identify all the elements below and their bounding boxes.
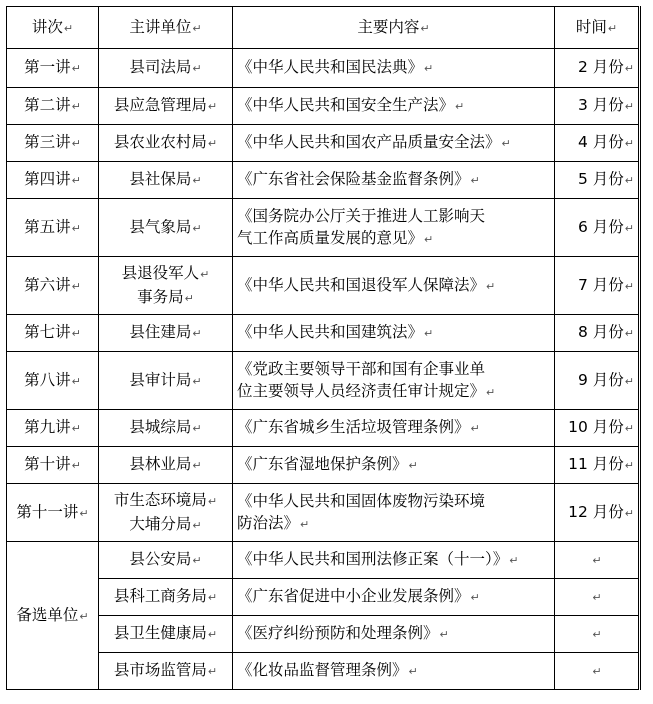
org-cell: 县科工商务局↵ (99, 579, 233, 616)
time-cell: 8 月份↵ (555, 315, 640, 352)
time-cell: 11 月份↵ (555, 447, 640, 484)
lecture-cell: 第六讲↵ (7, 257, 99, 315)
lecture-cell: 第五讲↵ (7, 199, 99, 257)
org-cell: 县社保局↵ (99, 162, 233, 199)
org-cell: 县气象局↵ (99, 199, 233, 257)
topic-cell: 《党政主要领导干部和国有企事业单 位主要领导人员经济责任审计规定》↵ (233, 352, 555, 410)
time-cell: 5 月份↵ (555, 162, 640, 199)
org-cell: 县司法局↵ (99, 49, 233, 88)
lecture-cell: 第二讲↵ (7, 88, 99, 125)
org-cell: 县应急管理局↵ (99, 88, 233, 125)
table-row (7, 162, 640, 199)
org-cell: 县林业局↵ (99, 447, 233, 484)
lecture-cell: 第一讲↵ (7, 49, 99, 88)
time-cell: 12 月份↵ (555, 484, 640, 542)
topic-cell: 《广东省社会保险基金监督条例》↵ (233, 162, 555, 199)
time-cell: 9 月份↵ (555, 352, 640, 410)
org-cell: 县住建局↵ (99, 315, 233, 352)
backup-row (7, 616, 640, 653)
time-cell: 4 月份↵ (555, 125, 640, 162)
org-cell: 县公安局↵ (99, 542, 233, 579)
time-cell: ↵ (555, 579, 640, 616)
lecture-cell: 第十讲↵ (7, 447, 99, 484)
table-row (7, 352, 640, 410)
lecture-cell: 第九讲↵ (7, 410, 99, 447)
table-row (7, 88, 640, 125)
table-row (7, 199, 640, 257)
topic-cell: 《化妆品监督管理条例》↵ (233, 653, 555, 690)
topic-cell: 《广东省城乡生活垃圾管理条例》↵ (233, 410, 555, 447)
header-row (7, 7, 640, 49)
backup-label-cell: 备选单位↵ (7, 542, 99, 690)
time-cell: ↵ (555, 653, 640, 690)
topic-cell: 《中华人民共和国退役军人保障法》↵ (233, 257, 555, 315)
time-cell: 3 月份↵ (555, 88, 640, 125)
lecture-cell: 第八讲↵ (7, 352, 99, 410)
org-cell: 县卫生健康局↵ (99, 616, 233, 653)
table-row (7, 484, 640, 542)
org-cell: 县退役军人↵ 事务局↵ (99, 257, 233, 315)
lecture-cell: 第三讲↵ (7, 125, 99, 162)
lecture-cell: 第七讲↵ (7, 315, 99, 352)
topic-cell: 《广东省促进中小企业发展条例》↵ (233, 579, 555, 616)
org-cell: 县城综局↵ (99, 410, 233, 447)
lecture-cell: 第四讲↵ (7, 162, 99, 199)
table-row (7, 125, 640, 162)
table-row (7, 315, 640, 352)
time-cell: ↵ (555, 616, 640, 653)
topic-cell: 《中华人民共和国固体废物污染环境 防治法》↵ (233, 484, 555, 542)
backup-row (7, 542, 640, 579)
topic-cell: 《中华人民共和国建筑法》↵ (233, 315, 555, 352)
time-cell: 10 月份↵ (555, 410, 640, 447)
table-row (7, 49, 640, 88)
lecture-schedule-table (6, 6, 641, 690)
backup-row (7, 579, 640, 616)
lecture-cell: 第十一讲↵ (7, 484, 99, 542)
org-cell: 县农业农村局↵ (99, 125, 233, 162)
topic-cell: 《中华人民共和国农产品质量安全法》↵ (233, 125, 555, 162)
org-cell: 县审计局↵ (99, 352, 233, 410)
time-cell: ↵ (555, 542, 640, 579)
topic-cell: 《国务院办公厅关于推进人工影响天 气工作高质量发展的意见》↵ (233, 199, 555, 257)
table-row (7, 447, 640, 484)
header-org: 主讲单位↵ (99, 7, 233, 49)
time-cell: 6 月份↵ (555, 199, 640, 257)
org-cell: 市生态环境局↵ 大埔分局↵ (99, 484, 233, 542)
time-cell: 2 月份↵ (555, 49, 640, 88)
header-time: 时间↵ (555, 7, 640, 49)
topic-cell: 《中华人民共和国安全生产法》↵ (233, 88, 555, 125)
org-cell: 县市场监管局↵ (99, 653, 233, 690)
backup-row (7, 653, 640, 690)
table-row (7, 410, 640, 447)
header-lecture: 讲次↵ (7, 7, 99, 49)
table-row (7, 257, 640, 315)
topic-cell: 《广东省湿地保护条例》↵ (233, 447, 555, 484)
header-topic: 主要内容↵ (233, 7, 555, 49)
topic-cell: 《医疗纠纷预防和处理条例》↵ (233, 616, 555, 653)
topic-cell: 《中华人民共和国民法典》↵ (233, 49, 555, 88)
time-cell: 7 月份↵ (555, 257, 640, 315)
topic-cell: 《中华人民共和国刑法修正案（十一）》↵ (233, 542, 555, 579)
